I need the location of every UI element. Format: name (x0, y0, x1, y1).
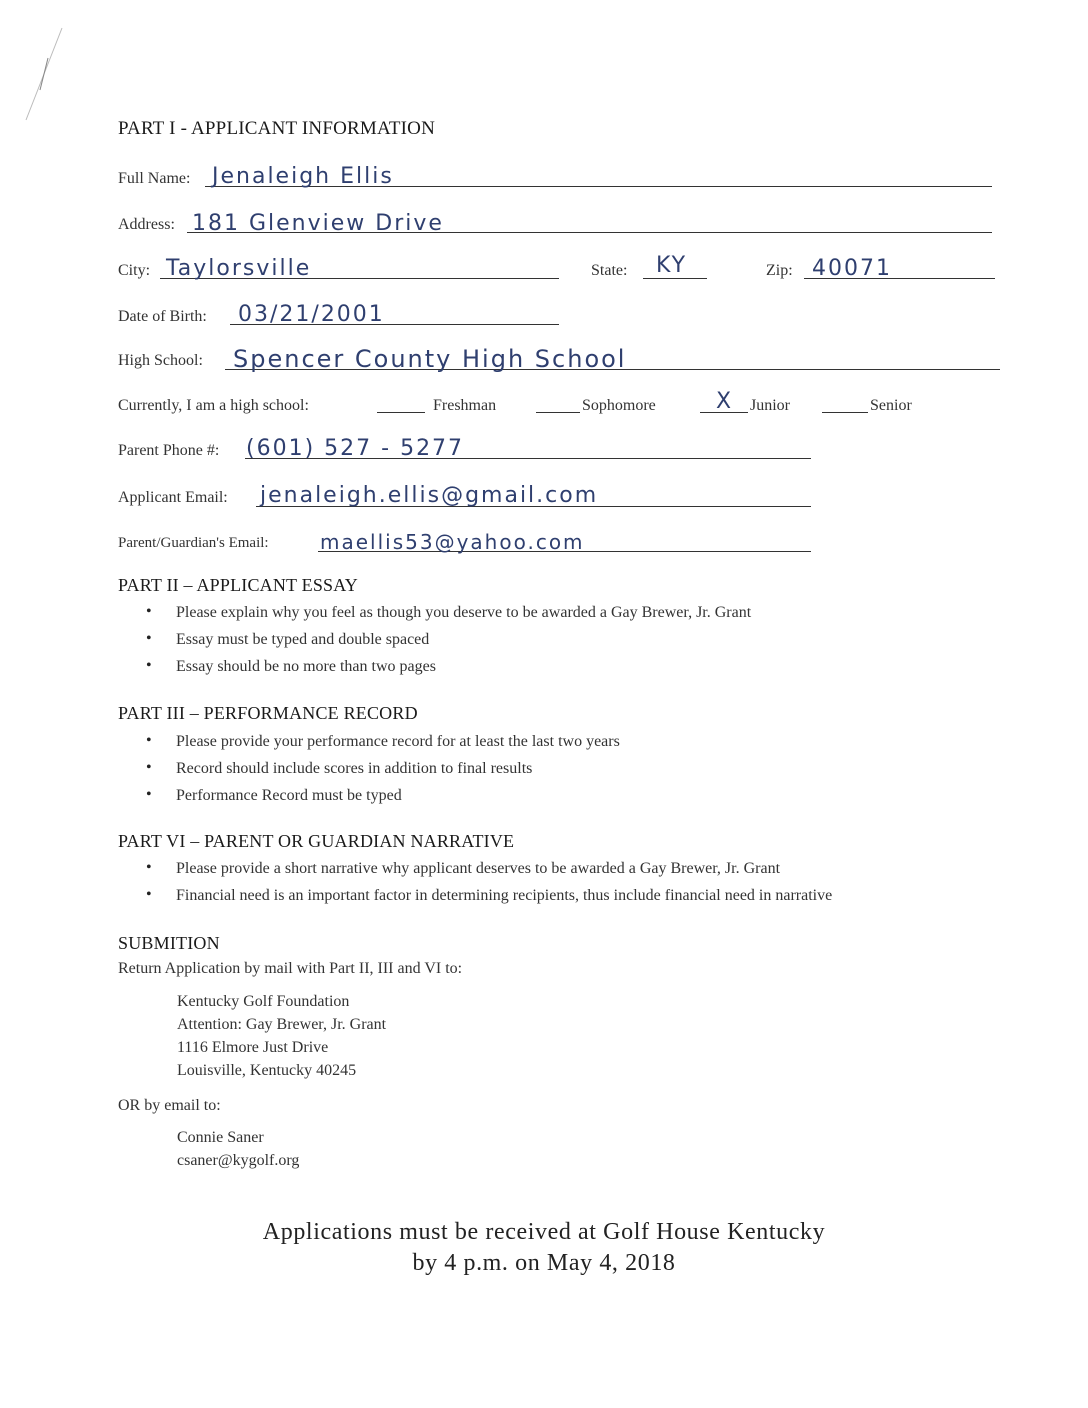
dob-label: Date of Birth: (118, 308, 207, 325)
grade-sophomore[interactable]: Sophomore (582, 397, 656, 414)
parent-email-value[interactable]: maellis53@yahoo.com (320, 530, 585, 554)
currently-label: Currently, I am a high school: (118, 397, 309, 414)
state-value[interactable]: KY (656, 253, 688, 278)
zip-label: Zip: (766, 262, 793, 279)
zip-value[interactable]: 40071 (812, 256, 892, 281)
grade-senior[interactable]: Senior (870, 397, 912, 414)
part1-heading: PART I - APPLICANT INFORMATION (118, 118, 436, 139)
list-item: • Essay should be no more than two pages (118, 658, 751, 685)
applicant-email-label: Applicant Email: (118, 489, 228, 506)
parent-phone-value[interactable]: (601) 527 - 5277 (246, 436, 465, 461)
submission-heading: SUBMITION (118, 933, 220, 953)
parent-email-label: Parent/Guardian's Email: (118, 535, 269, 551)
dob-value[interactable]: 03/21/2001 (238, 302, 385, 327)
list-item: • Essay must be typed and double spaced (118, 631, 751, 658)
grade-junior[interactable]: Junior (750, 397, 790, 414)
applicant-email-value[interactable]: jenaleigh.ellis@gmail.com (260, 483, 599, 508)
city-value[interactable]: Taylorsville (166, 256, 312, 281)
high-school-value[interactable]: Spencer County High School (233, 345, 627, 373)
mail-line: Louisville, Kentucky 40245 (177, 1062, 357, 1079)
junior-check-mark[interactable]: X (716, 389, 734, 414)
mail-line: 1116 Elmore Just Drive (177, 1039, 329, 1056)
high-school-label: High School: (118, 352, 203, 369)
list-item: • Please provide a short narrative why applicant deserves to be awarded a Gay Brewer, Jr. Grant (118, 860, 832, 887)
mail-line: Attention: Gay Brewer, Jr. Grant (177, 1016, 387, 1033)
state-label: State: (591, 262, 628, 279)
address-value[interactable]: 181 Glenview Drive (192, 211, 444, 236)
list-item: • Record should include scores in addition to final results (118, 760, 620, 787)
mail-line: Kentucky Golf Foundation (177, 993, 350, 1010)
full-name-value[interactable]: Jenaleigh Ellis (212, 164, 394, 189)
part6-heading: PART VI – PARENT OR GUARDIAN NARRATIVE (118, 831, 515, 851)
list-item: • Please explain why you feel as though you deserve to be awarded a Gay Brewer, Jr. Grant (118, 604, 751, 631)
state-line (643, 278, 707, 279)
contact-name: Connie Saner (177, 1129, 264, 1146)
grade-freshman[interactable]: Freshman (433, 397, 497, 414)
part2-heading: PART II – APPLICANT ESSAY (118, 575, 358, 595)
part3-bullet-list (118, 733, 620, 814)
part2-bullet-list (118, 604, 751, 685)
scan-artifact-mark (10, 20, 70, 130)
full-name-label: Full Name: (118, 170, 191, 187)
parent-phone-label: Parent Phone #: (118, 442, 220, 459)
city-label: City: (118, 262, 151, 279)
freshman-blank[interactable] (377, 412, 425, 413)
sophomore-blank[interactable] (536, 412, 580, 413)
part6-bullet-list (118, 860, 832, 914)
submission-intro: Return Application by mail with Part II, III and VI to: (118, 960, 463, 977)
deadline-line-1: Applications must be received at Golf House Kentucky (262, 1219, 826, 1245)
list-item: • Performance Record must be typed (118, 787, 620, 814)
or-email-label: OR by email to: (118, 1097, 221, 1114)
part3-heading: PART III – PERFORMANCE RECORD (118, 703, 418, 723)
mail-address-block (177, 990, 386, 1082)
deadline-line-2: by 4 p.m. on May 4, 2018 (412, 1250, 676, 1276)
list-item: • Please provide your performance record for at least the last two years (118, 733, 620, 760)
senior-blank[interactable] (822, 412, 868, 413)
address-label: Address: (118, 216, 175, 233)
list-item: • Financial need is an important factor in determining recipients, thus include financial need in narrative (118, 887, 832, 914)
email-contact-block (177, 1126, 299, 1172)
contact-email-link[interactable]: csaner@kygolf.org (177, 1152, 300, 1169)
